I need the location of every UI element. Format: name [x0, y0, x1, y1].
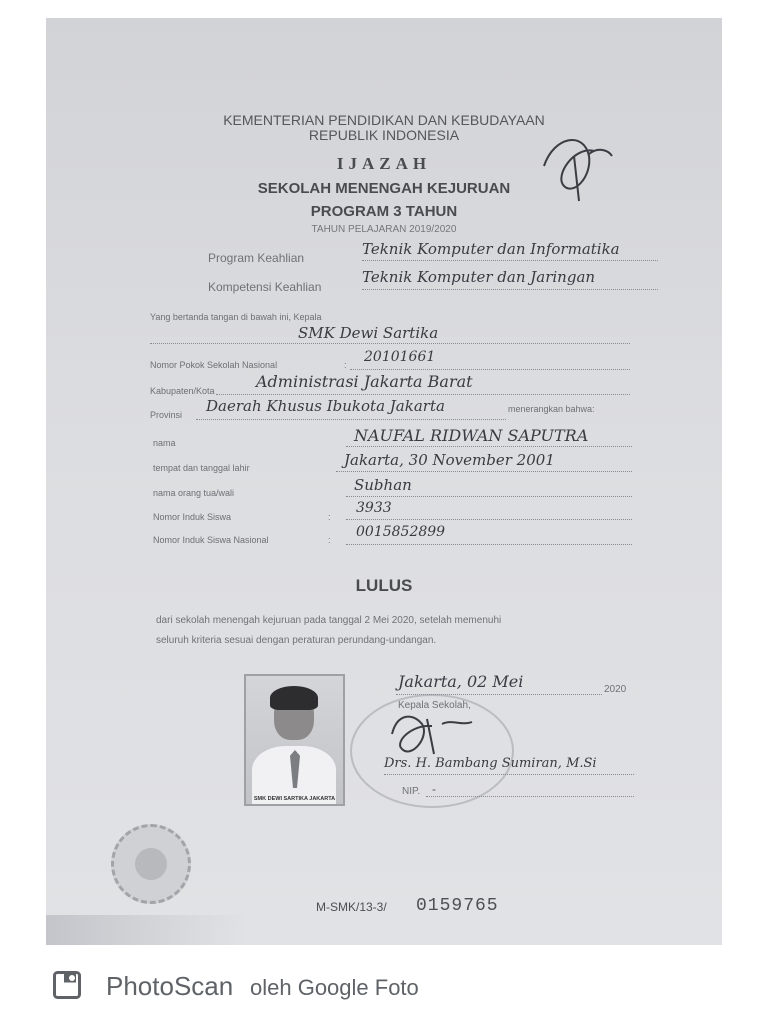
birth-value: Jakarta, 30 November 2001: [344, 451, 555, 469]
sign-place-date: Jakarta, 02 Mei: [398, 672, 524, 691]
nisn-label: Nomor Induk Siswa Nasional: [153, 535, 269, 545]
declares-text: menerangkan bahwa:: [508, 404, 595, 414]
npsn-value: 20101661: [364, 349, 436, 365]
sign-date-underline: [396, 694, 602, 695]
city-label: Kabupaten/Kota: [150, 386, 215, 396]
school-name: SMK Dewi Sartika: [298, 324, 439, 342]
birth-underline: [336, 471, 632, 472]
nis-underline: [346, 519, 632, 520]
student-name: NAUFAL RIDWAN SAPUTRA: [354, 426, 589, 445]
nis-colon: :: [328, 512, 331, 522]
academic-year: TAHUN PELAJARAN 2019/2020: [311, 224, 457, 235]
competency-value: Teknik Komputer dan Jaringan: [362, 268, 596, 286]
province-label: Provinsi: [150, 410, 183, 420]
name-label: nama: [153, 438, 176, 448]
npsn-underline: [350, 369, 630, 370]
student-photo: [244, 674, 345, 806]
document-title: IJAZAH: [336, 154, 432, 173]
photoscan-icon: [53, 971, 81, 999]
nip-value: -: [432, 782, 436, 796]
footer-brand: PhotoScan: [106, 971, 234, 1001]
footer-subtitle: oleh Google Foto: [250, 975, 419, 1000]
scanned-certificate: [46, 18, 722, 945]
republic-heading: REPUBLIK INDONESIA: [308, 127, 460, 143]
principal-underline: [384, 774, 634, 775]
city-value: Administrasi Jakarta Barat: [256, 372, 473, 391]
program-value: Teknik Komputer dan Informatika: [362, 240, 620, 258]
nis-value: 3933: [356, 500, 392, 516]
scan-shadow: [46, 915, 246, 945]
province-underline: [196, 419, 506, 420]
result-status: LULUS: [355, 576, 413, 595]
ministry-heading: KEMENTERIAN PENDIDIKAN DAN KEBUDAYAAN: [223, 112, 545, 128]
parent-underline: [346, 496, 632, 497]
npsn-label: Nomor Pokok Sekolah Nasional: [150, 360, 278, 370]
parent-label: nama orang tua/wali: [153, 488, 235, 498]
city-underline: [216, 394, 630, 395]
serial-prefix: M-SMK/13-3/: [316, 900, 387, 914]
tut-wuri-emblem-icon: [111, 824, 191, 904]
competency-label: Kompetensi Keahlian: [208, 280, 322, 294]
school-type: SEKOLAH MENENGAH KEJURUAN: [257, 180, 511, 197]
serial-number: 0159765: [416, 896, 499, 916]
program-label: Program Keahlian: [208, 251, 305, 265]
parent-value: Subhan: [354, 476, 412, 494]
principal-name: Drs. H. Bambang Sumiran, M.Si: [384, 756, 597, 771]
nip-underline: [426, 796, 634, 797]
province-value: Daerah Khusus Ibukota Jakarta: [206, 397, 445, 415]
school-underline: [150, 343, 630, 344]
signer-intro: Yang bertanda tangan di bawah ini, Kepala: [150, 312, 322, 322]
nis-label: Nomor Induk Siswa: [153, 512, 232, 522]
competency-underline: [362, 289, 658, 290]
nisn-value: 0015852899: [356, 524, 446, 540]
photo-caption: SMK DEWI SARTIKA JAKARTA: [253, 796, 336, 802]
statement-line-2: seluruh kriteria sesuai dengan peraturan perundang-undangan.: [156, 635, 437, 646]
statement-line-1: dari sekolah menengah kejuruan pada tanggal 2 Mei 2020, setelah memenuhi: [156, 615, 502, 626]
principal-signature-icon: [382, 704, 492, 764]
nip-label: NIP.: [402, 786, 421, 797]
birth-label: tempat dan tanggal lahir: [153, 463, 250, 473]
nisn-colon: :: [328, 535, 331, 545]
program-duration: PROGRAM 3 TAHUN: [310, 203, 458, 220]
npsn-colon: :: [344, 360, 347, 370]
sign-title: Kepala Sekolah,: [398, 700, 471, 711]
nisn-underline: [346, 544, 632, 545]
program-underline: [362, 260, 658, 261]
name-underline: [346, 446, 632, 447]
sign-year: 2020: [604, 684, 627, 695]
